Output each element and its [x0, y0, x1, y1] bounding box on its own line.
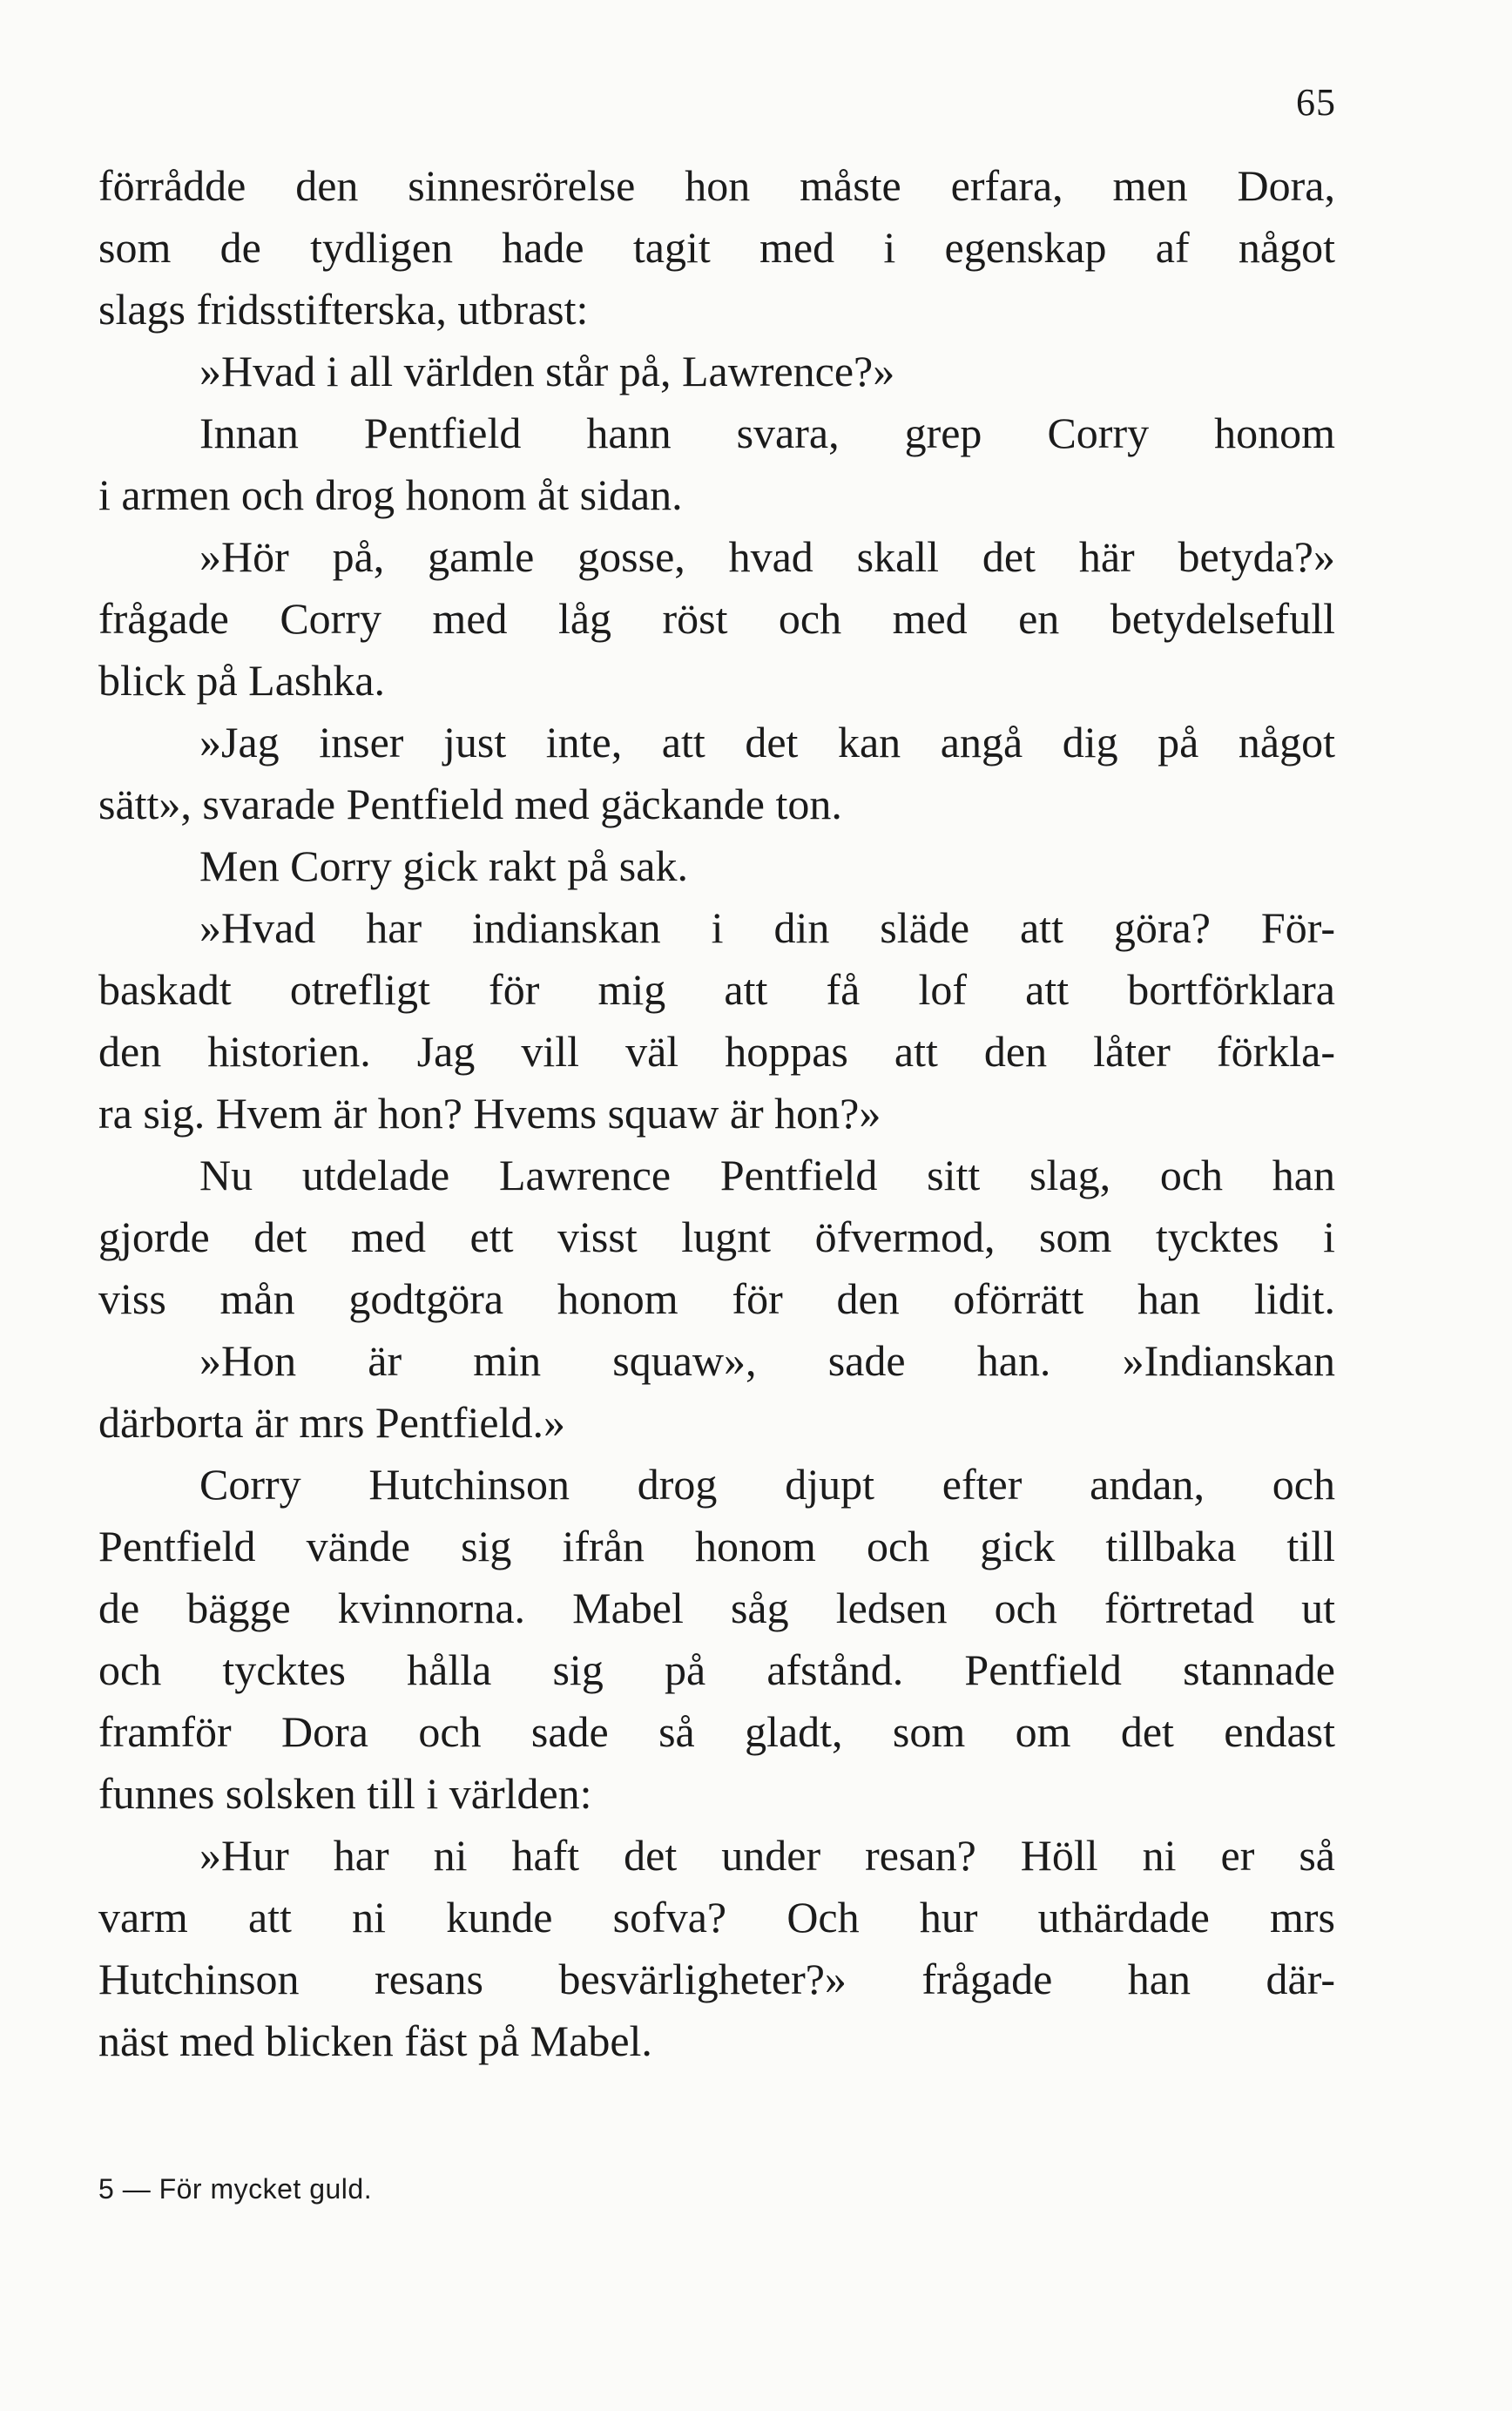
text-line: baskadt otrefligt för mig att få lof att bortförklara	[98, 965, 1335, 1014]
body-text	[98, 155, 1335, 2072]
text-line: ra sig. Hvem är hon? Hvems squaw är hon?»	[98, 1089, 881, 1138]
text-line: sätt», svarade Pentfield med gäckande ton.	[98, 780, 842, 828]
text-line: »Hon är min squaw», sade han. »Indianskan	[199, 1336, 1335, 1385]
text-line: Innan Pentfield hann svara, grep Corry honom	[199, 409, 1335, 457]
text-line: »Hvad i all världen står på, Lawrence?»	[199, 347, 895, 395]
text-line: förrådde den sinnesrörelse hon måste erfara, men Dora,	[98, 161, 1335, 210]
page-number: 65	[1296, 81, 1336, 124]
text-line: gjorde det med ett visst lugnt öfvermod, som tycktes i	[98, 1212, 1335, 1261]
text-line: Pentfield vände sig ifrån honom och gick tillbaka till	[98, 1522, 1335, 1570]
text-line: Corry Hutchinson drog djupt efter andan, och	[199, 1460, 1335, 1509]
text-line: viss mån godtgöra honom för den oförrätt han lidit.	[98, 1274, 1335, 1323]
text-line: varm att ni kunde sofva? Och hur uthärdade mrs	[98, 1893, 1335, 1942]
text-line: Men Corry gick rakt på sak.	[199, 841, 688, 890]
text-line: frågade Corry med låg röst och med en betydelsefull	[98, 594, 1335, 643]
printer-signature: 5 — För mycket guld.	[98, 2173, 373, 2205]
text-line: som de tydligen hade tagit med i egenskap af något	[98, 223, 1335, 272]
text-line: de bägge kvinnorna. Mabel såg ledsen och förtretad ut	[98, 1584, 1335, 1632]
text-line: »Hur har ni haft det under resan? Höll ni er så	[199, 1831, 1335, 1880]
text-line: den historien. Jag vill väl hoppas att den låter förkla-	[98, 1027, 1335, 1076]
text-line: Hutchinson resans besvärligheter?» frågade han där-	[98, 1955, 1335, 2003]
text-line: och tycktes hålla sig på afstånd. Pentfield stannade	[98, 1645, 1335, 1694]
text-line: näst med blicken fäst på Mabel.	[98, 2016, 652, 2065]
text-line: »Hvad har indianskan i din släde att göra? För-	[199, 903, 1335, 952]
text-line: slags fridsstifterska, utbrast:	[98, 285, 589, 334]
text-line: framför Dora och sade så gladt, som om det endast	[98, 1707, 1335, 1756]
text-line: i armen och drog honom åt sidan.	[98, 470, 683, 519]
text-line: »Jag inser just inte, att det kan angå dig på något	[199, 718, 1335, 767]
text-line: därborta är mrs Pentfield.»	[98, 1398, 565, 1447]
text-line: blick på Lashka.	[98, 656, 386, 705]
text-line: Nu utdelade Lawrence Pentfield sitt slag, och han	[199, 1151, 1335, 1199]
text-line: »Hör på, gamle gosse, hvad skall det här betyda?»	[199, 532, 1335, 581]
text-line: funnes solsken till i världen:	[98, 1769, 592, 1818]
